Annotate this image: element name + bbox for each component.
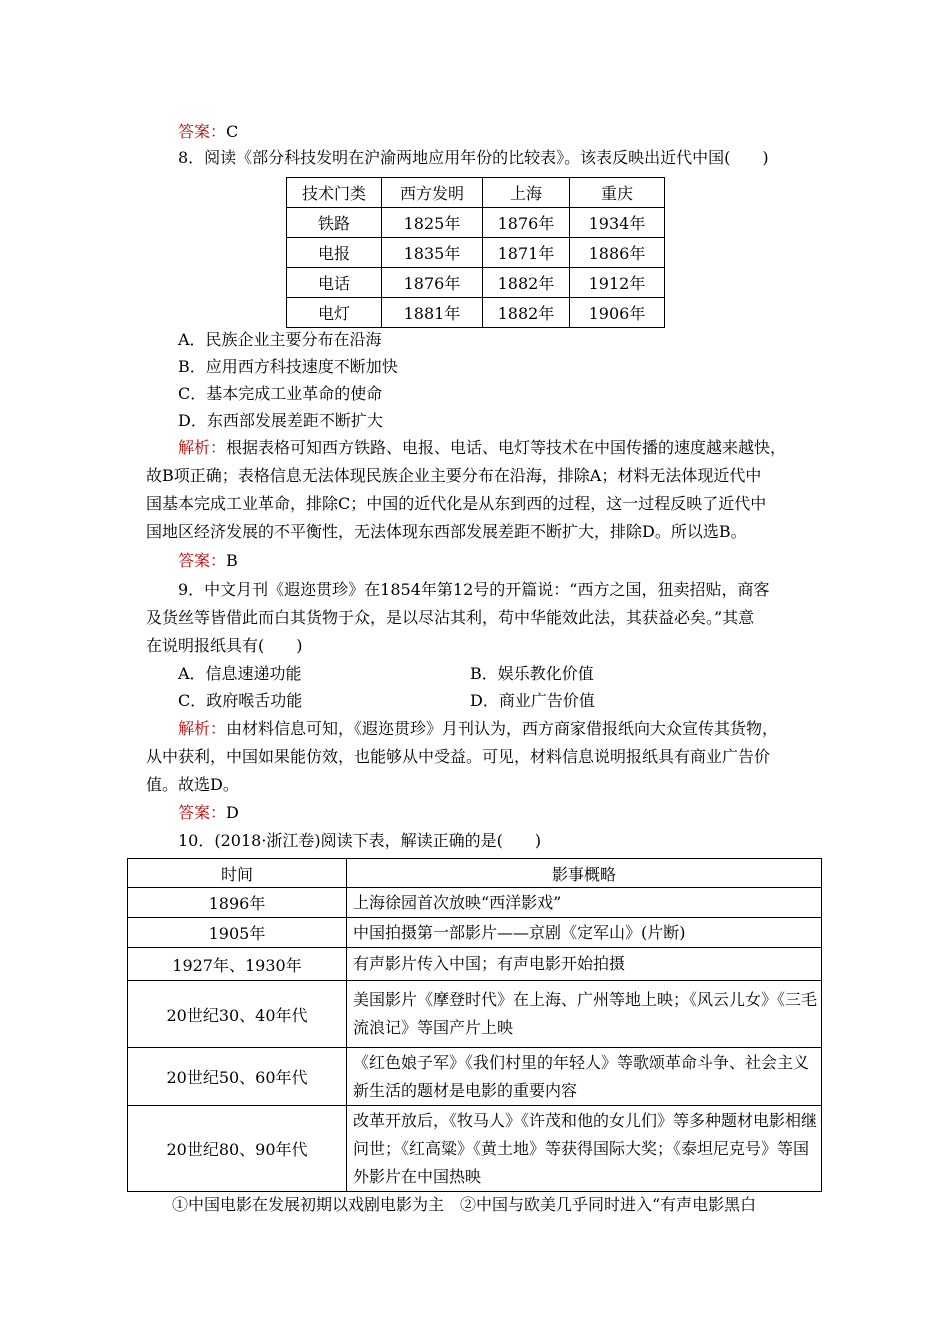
table-header-cell: 影事概略: [347, 859, 822, 888]
table-cell: 1886年: [570, 238, 665, 268]
answer-label: 答案：: [178, 803, 227, 822]
q8-option-a: A．民族企业主要分布在沿海: [178, 330, 382, 349]
table-cell: 电报: [287, 238, 382, 268]
q8-option-d: D．东西部发展差距不断扩大: [178, 411, 383, 430]
q9-option-a: A．信息速递功能: [178, 664, 302, 683]
table-row: [287, 208, 665, 238]
analysis-text: 根据表格可知西方铁路、电报、电话、电灯等技术在中国传播的速度越来越快，: [226, 438, 787, 457]
table-cell: 1906年: [570, 298, 665, 328]
table-cell: 20世纪50、60年代: [128, 1048, 347, 1106]
q10-stem: 10．(2018·浙江卷)阅读下表，解读正确的是( ): [178, 831, 542, 850]
q9-option-c: C．政府喉舌功能: [178, 691, 303, 710]
table-cell: 有声影片传入中国；有声电影开始拍摄: [347, 948, 822, 981]
table-cell: 1825年: [382, 208, 483, 238]
table-cell: 电灯: [287, 298, 382, 328]
q9-analysis-line-1: [178, 717, 778, 741]
table-cell: 中国拍摄第一部影片——京剧《定军山》(片断): [347, 918, 822, 948]
table-row: [128, 1106, 822, 1192]
table-cell: 1876年: [382, 268, 483, 298]
answer-value: B: [226, 551, 238, 570]
q8-analysis-line-1: [178, 436, 786, 460]
table-row: [287, 298, 665, 328]
answer-value: D: [226, 803, 239, 822]
q8-option-b: B．应用西方科技速度不断加快: [178, 357, 398, 376]
answer-value: C: [226, 122, 239, 141]
q9-analysis-line-2: 从中获利，中国如果能仿效，也能够从中受益。可见，材料信息说明报纸具有商业广告价: [146, 747, 771, 766]
table-cell: 美国影片《摩登时代》在上海、广州等地上映；《风云儿女》《三毛流浪记》等国产片上映: [347, 981, 822, 1048]
table-cell: 《红色娘子军》《我们村里的年轻人》等歌颂革命斗争、社会主义新生活的题材是电影的重要内容: [347, 1048, 822, 1106]
q9-option-d: D．商业广告价值: [470, 691, 595, 710]
q10-table: [127, 858, 822, 1192]
table-header-cell: 重庆: [570, 178, 665, 208]
table-cell: 1871年: [483, 238, 570, 268]
q7-answer: [178, 120, 238, 144]
table-cell: 1882年: [483, 268, 570, 298]
q9-option-b: B．娱乐教化价值: [470, 664, 594, 683]
q8-stem: 8．阅读《部分科技发明在沪渝两地应用年份的比较表》。该表反映出近代中国( ): [178, 148, 769, 167]
table-row: [287, 238, 665, 268]
analysis-label: 解析：: [178, 719, 227, 738]
analysis-text: 由材料信息可知，《遐迩贯珍》月刊认为，西方商家借报纸向大众宣传其货物，: [226, 719, 779, 738]
table-cell: 20世纪80、90年代: [128, 1106, 347, 1192]
table-cell: 1905年: [128, 918, 347, 948]
table-header-row: [287, 178, 665, 208]
q9-answer: [178, 801, 239, 825]
table-row: [287, 268, 665, 298]
q8-analysis-line-2: 故B项正确；表格信息无法体现民族企业主要分布在沿海，排除A；材料无法体现近代中: [146, 466, 762, 485]
table-cell: 上海徐园首次放映“西洋影戏”: [347, 888, 822, 918]
q9-stem-line-1: 9．中文月刊《遐迩贯珍》在1854年第12号的开篇说：“西方之国，狃卖招贴，商客: [178, 580, 770, 599]
table-cell: 1882年: [483, 298, 570, 328]
table-header-cell: 上海: [483, 178, 570, 208]
table-cell: 1881年: [382, 298, 483, 328]
q8-analysis-line-3: 国基本完成工业革命，排除C；中国的近代化是从东到西的过程，这一过程反映了近代中: [146, 494, 767, 513]
q8-table: [286, 177, 665, 328]
answer-label: 答案：: [178, 122, 227, 141]
q9-stem-line-2: 及货丝等皆借此而白其货物于众，是以尽沾其利，苟中华能效此法，其获益必矣。”其意: [146, 608, 755, 627]
q8-analysis-line-4: 国地区经济发展的不平衡性，无法体现东西部发展差距不断扩大，排除D。所以选B。: [146, 522, 747, 541]
answer-label: 答案：: [178, 551, 227, 570]
table-header-cell: 时间: [128, 859, 347, 888]
table-row: [128, 918, 822, 948]
table-header-row: [128, 859, 822, 888]
table-cell: 1896年: [128, 888, 347, 918]
q10-statement-line: ①中国电影在发展初期以戏剧电影为主 ②中国与欧美几乎同时进入“有声电影黑白: [172, 1195, 757, 1214]
table-cell: 1912年: [570, 268, 665, 298]
q8-answer: [178, 549, 238, 573]
table-row: [128, 981, 822, 1048]
table-cell: 1927年、1930年: [128, 948, 347, 981]
table-cell: 改革开放后，《牧马人》《许茂和他的女儿们》等多种题材电影相继问世；《红高粱》《黄土地》等获得国际大奖；《泰坦尼克号》等国外影片在中国热映: [347, 1106, 822, 1192]
table-row: [128, 1048, 822, 1106]
table-cell: 20世纪30、40年代: [128, 981, 347, 1048]
table-row: [128, 948, 822, 981]
table-cell: 1876年: [483, 208, 570, 238]
table-cell: 电话: [287, 268, 382, 298]
table-header-cell: 西方发明: [382, 178, 483, 208]
table-cell: 1934年: [570, 208, 665, 238]
table-header-cell: 技术门类: [287, 178, 382, 208]
q9-stem-line-3: 在说明报纸具有( ): [146, 636, 303, 655]
table-cell: 铁路: [287, 208, 382, 238]
q8-option-c: C．基本完成工业革命的使命: [178, 384, 383, 403]
q9-analysis-line-3: 值。故选D。: [146, 775, 239, 794]
analysis-label: 解析：: [178, 438, 227, 457]
table-cell: 1835年: [382, 238, 483, 268]
table-row: [128, 888, 822, 918]
